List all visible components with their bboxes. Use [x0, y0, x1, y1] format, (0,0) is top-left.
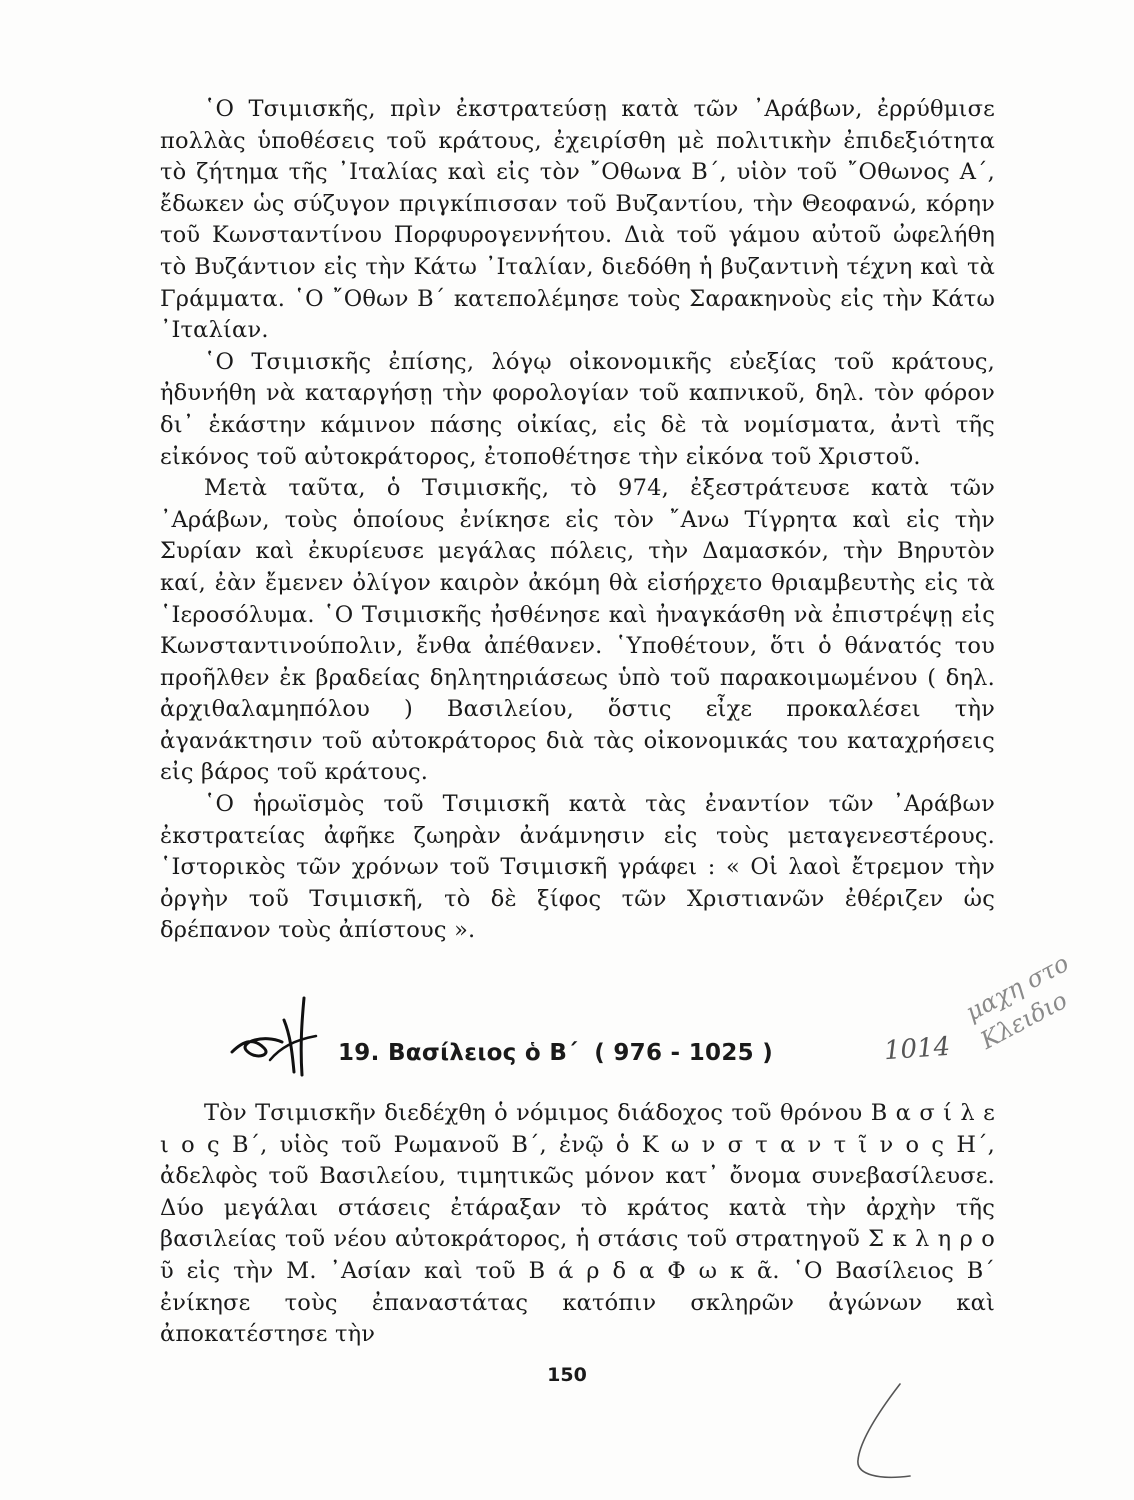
- section-heading: 19. Βασίλειος ὁ Β΄ ( 976 - 1025 ): [338, 1040, 774, 1066]
- paragraph: ῾Ο ἡρωϊσμὸς τοῦ Τσιμισκῆ κατὰ τὰς ἐναντίον τῶν ᾿Αράβων ἐκστρατείας ἀφῆκε ζωηρὰν ἀνάμνησιν εἰς τοὺς μεταγενεστέρους. ῾Ιστορικὸς τῶν χρόνων τοῦ Τσιμισκῆ γράφει : « Οἱ λαοὶ ἔτρεμον τὴν ὀργὴν τοῦ Τσιμισκῆ, τὸ δὲ ξίφος τῶν Χριστιανῶν ἐθέριζεν ὡς δρέπανον τοὺς ἀπίστους ».: [160, 791, 995, 944]
- paragraph: Μετὰ ταῦτα, ὁ Τσιμισκῆς, τὸ 974, ἐξεστράτευσε κατὰ τῶν ᾿Αράβων, τοὺς ὁποίους ἐνίκησε εἰς τὸν ῎Ανω Τίγρητα καὶ εἰς τὴν Συρίαν καὶ ἐκυρίευσε μεγάλας πόλεις, τὴν Δαμασκόν, τὴν Βηρυτὸν καί, ἐὰν ἔμενεν ὀλίγον καιρὸν ἀκόμη θὰ εἰσήρχετο θριαμβευτὴς εἰς τὰ ῾Ιεροσόλυμα. ῾Ο Τσιμισκῆς ἠσθένησε καὶ ἠναγκάσθη νὰ ἐπιστρέψῃ εἰς Κωνσταντινούπολιν, ἔνθα ἀπέθανεν. ῾Υποθέτουν, ὅτι ὁ θάνατός του προῆλθεν ἐκ βραδείας δηλητηριάσεως ὑπὸ τοῦ παρακοιμωμένου ( δηλ. ἀρχιθαλαμηπόλου ) Βασιλείου, ὅστις εἶχε προκαλέσει τὴν ἀγανάκτησιν τοῦ αὐτοκράτορος διὰ τὰς οἰκονομικάς του καταχρήσεις εἰς βάρος τοῦ κράτους.: [160, 475, 995, 786]
- margin-note-battle: μαχη στο Κλειδιο: [960, 948, 1074, 1055]
- paragraph: ῾Ο Τσιμισκῆς ἐπίσης, λόγῳ οἰκονομικῆς εὐεξίας τοῦ κράτους, ἠδυνήθη νὰ καταργήσῃ τὴν φορολογίαν τοῦ καπνικοῦ, δηλ. τὸν φόρον δι᾿ ἑκάστην κάμινον πάσης οἰκίας, εἰς δὲ τὰ νομίσματα, ἀντὶ τῆς εἰκόνος τοῦ αὐτοκράτορος, ἐτοποθέτησε τὴν εἰκόνα τοῦ Χριστοῦ.: [160, 348, 995, 470]
- page-number: 150: [547, 1364, 587, 1386]
- paragraph: Τὸν Τσιμισκῆν διεδέχθη ὁ νόμιμος διάδοχος τοῦ θρόνου Β α σ ί λ ε ι ο ς Β΄, υἱὸς τοῦ Ρωμανοῦ Β΄, ἐνῷ ὁ Κ ω ν σ τ α ν τ ῖ ν ο ς Η΄, ἀδελφὸς τοῦ Βασιλείου, τιμητικῶς μόνον κατ᾿ ὄνομα συνεβασίλευσε. Δύο μεγάλαι στάσεις ἐτάραξαν τὸ κράτος κατὰ τὴν ἀρχὴν τῆς βασιλείας τοῦ νέου αὐτοκράτορος, ἡ στάσις τοῦ στρατηγοῦ Σ κ λ η ρ ο ῦ εἰς τὴν Μ. ᾿Ασίαν καὶ τοῦ Β ά ρ δ α Φ ω κ ᾶ. ῾Ο Βασίλειος Β΄ ἐνίκησε τοὺς ἐπαναστάτας κατόπιν σκληρῶν ἀγώνων καὶ ἀποκατέστησε τὴν: [160, 1100, 995, 1348]
- paragraph: ῾Ο Τσιμισκῆς, πρὶν ἐκστρατεύσῃ κατὰ τῶν ᾿Αράβων, ἐρρύθμισε πολλὰς ὑποθέσεις τοῦ κράτους, ἐχειρίσθη μὲ πολιτικὴν ἐπιδεξιότητα τὸ ζήτημα τῆς ᾿Ιταλίας καὶ εἰς τὸν ῎Οθωνα Β΄, υἱὸν τοῦ ῎Οθωνος Α΄, ἔδωκεν ὡς σύζυγον πριγκίπισσαν τοῦ Βυζαντίου, τὴν Θεοφανώ, κόρην τοῦ Κωνσταντίνου Πορφυρογεννήτου. Διὰ τοῦ γάμου αὐτοῦ ὠφελήθη τὸ Βυζάντιον εἰς τὴν Κάτω ᾿Ιταλίαν, διεδόθη ἡ βυζαντινὴ τέχνη καὶ τὰ Γράμματα. ῾Ο ῎Οθων Β΄ κατεπολέμησε τοὺς Σαρακηνοὺς εἰς τὴν Κάτω ᾿Ιταλίαν.: [160, 96, 995, 344]
- pencil-stroke-icon: [840, 1380, 930, 1490]
- margin-note-year: 1014: [883, 1031, 952, 1067]
- body-text-bottom: [160, 1098, 995, 1351]
- body-text-top: [160, 94, 995, 947]
- handwritten-scribble-icon: [224, 990, 334, 1080]
